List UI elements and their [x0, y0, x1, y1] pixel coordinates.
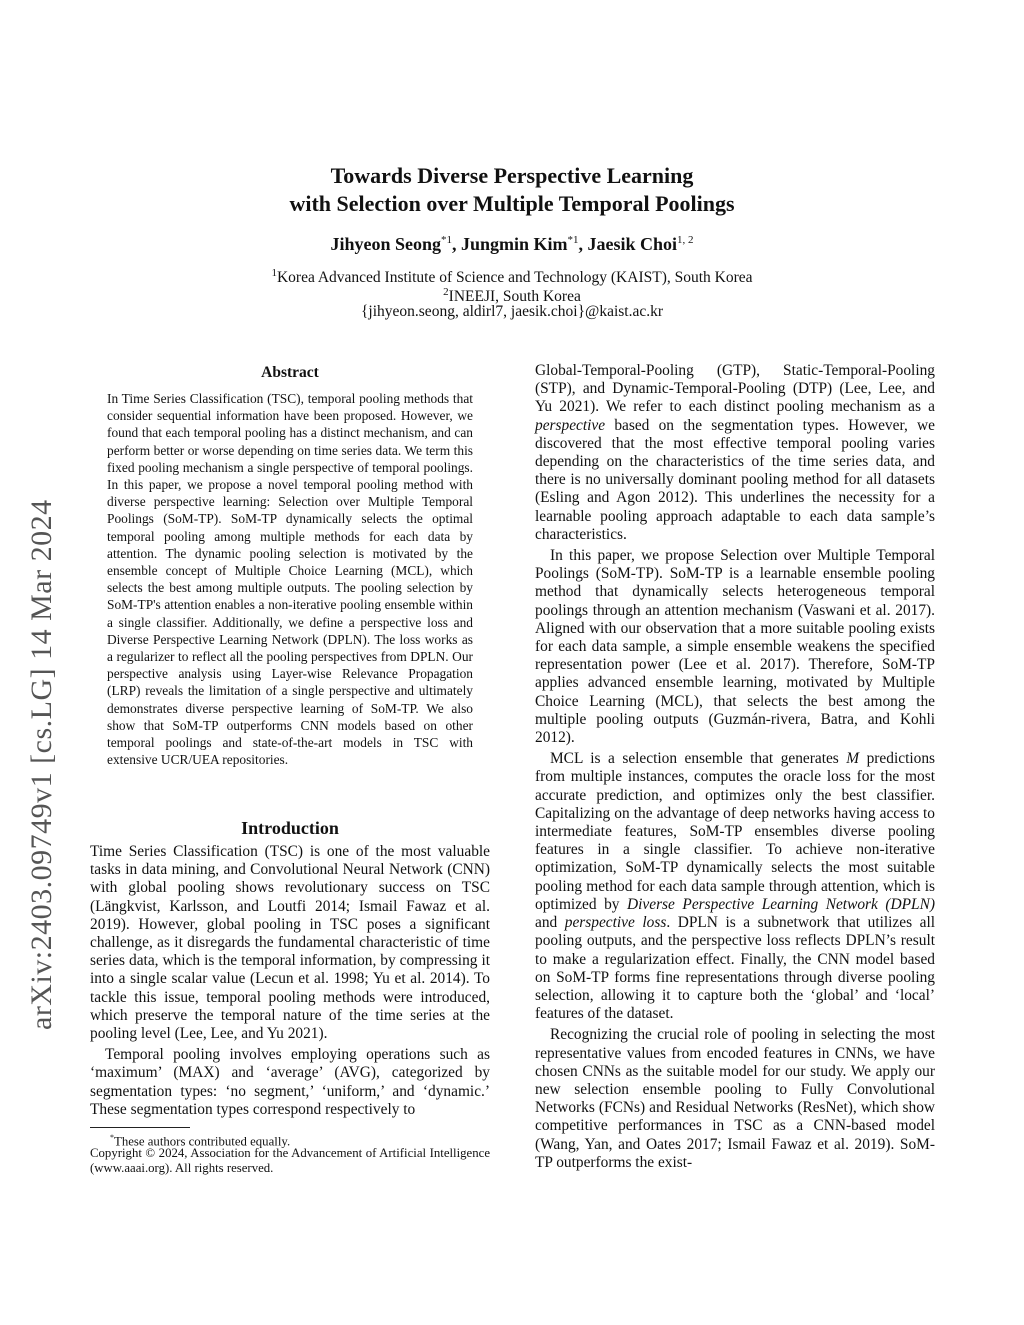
right-p3-emphasis-1: Diverse Perspective Learning Network (DPLN) — [627, 895, 935, 913]
title-line-1: Towards Diverse Perspective Learning — [330, 163, 694, 188]
right-p3-text-a: MCL is a selection ensemble that generates — [550, 750, 847, 768]
right-paragraph-3 — [535, 750, 935, 1023]
paper-title — [0, 162, 1024, 218]
author-emails: {jihyeon.seong, aldirl7, jaesik.choi}@kaist.ac.kr — [360, 303, 664, 320]
footnote-text: These authors contributed equally. — [114, 1134, 291, 1149]
intro-paragraph-1: Time Series Classification (TSC) is one of the most valuable tasks in data mining, and Convolutional Neural Network (CNN) with global pooling shows revolutionary success on TSC (Längkvist, Karlsson, and Loutfi 2014; Ismail Fawaz et al. 2019). However, global pooling in TSC poses a significant challenge, as it disregards the fundamental characteristic of time series data, which is the temporal information, by compressing it into a single scalar value (Lecun et al. 1998; Yu et al. 2014). To tackle this issue, temporal pooling methods were introduced, which preserve the temporal nature of the time series at the pooling level (Lee, Lee, and Yu 2021). — [90, 843, 490, 1043]
right-p3-math-m: M — [846, 750, 860, 768]
introduction-heading: Introduction — [241, 818, 339, 838]
author-3-mark: 1, 2 — [677, 234, 694, 246]
copyright-notice: Copyright © 2024, Association for the Advancement of Artificial Intelligence (www.aaai.org). All rights reserved. — [90, 1146, 490, 1175]
right-paragraph-1 — [535, 362, 935, 544]
title-line-2: with Selection over Multiple Temporal Poolings — [289, 191, 735, 216]
author-sep: , — [451, 234, 461, 254]
right-p3-text-d: . DPLN is a subnetwork that utilizes all pooling outputs, and the perspective loss reflects DPLN’s result to make a regularization effect. Finally, the CNN model based on SoM-TP forms fine representations through diverse pooling selection, allowing it to capture both the ‘global’ and ‘local’ features of the dataset. — [535, 914, 935, 1023]
abstract-text: In Time Series Classification (TSC), temporal pooling methods that consider sequential information have been proposed. However, we found that each temporal pooling has a distinct mechanism, and can perform better or worse depending on time series data. We term this fixed pooling mechanism a single perspective of temporal poolings. In this paper, we propose a novel temporal pooling method with diverse perspective learning: Selection over Multiple Temporal Poolings (SoM-TP). SoM-TP dynamically selects the optimal temporal pooling among multiple methods for each data by attention. The dynamic pooling selection is motivated by the ensemble concept of Multiple Choice Learning (MCL), which selects the best among multiple outputs. The pooling selection by SoM-TP's attention enables a non-iterative pooling ensemble within a single classifier. Additionally, we define a perspective loss and Diverse Perspective Learning Network (DPLN). The loss works as a regularizer to reflect all the pooling perspectives from DPLN. Our perspective analysis using Layer-wise Relevance Propagation (LRP) reveals the limitation of a single perspective and ultimately demonstrates diverse perspective learning of SoM-TP. We also show that SoM-TP outperforms CNN models based on other temporal poolings and state-of-the-art models in TSC with extensive UCR/UEA repositories. — [107, 391, 473, 768]
left-column — [90, 843, 490, 1119]
author-1-mark: *1 — [440, 234, 452, 246]
right-p3-text-c: and — [535, 914, 565, 932]
right-paragraph-2: In this paper, we propose Selection over Multiple Temporal Poolings (SoM-TP). SoM-TP is a learnable ensemble pooling method that dynamically selects heterogeneous temporal poolings through an attention mechanism (Vaswani et al. 2017). Aligned with our observation that a more suitable pooling exists for each data sample, a simple ensemble weakens the specified representation power (Lee et al. 2017). Therefore, SoM-TP applies advanced ensemble learning, motivated by Multiple Choice Learning (MCL), that selects the best among the multiple pooling outputs (Guzmán-rivera, Batra, and Kohli 2012). — [535, 547, 935, 747]
right-p3-text-b: predictions from multiple instances, computes the oracle loss for the most accurate prediction, and optimizes only the best classifier. Capitalizing on the advantage of deep networks having access to intermediate features, SoM-TP ensembles diverse pooling features in a single classifier. To achieve non-iterative optimization, SoM-TP dynamically selects the most suitable pooling method for each data sample through attention, which is optimized by — [535, 750, 935, 913]
author-3: Jaesik Choi — [587, 234, 678, 254]
right-p3-emphasis-2: perspective loss — [564, 914, 667, 932]
footnote-mark: * — [110, 1133, 114, 1142]
right-p1-emphasis: perspective — [535, 416, 606, 434]
footnote-rule — [90, 1127, 190, 1128]
intro-paragraph-2: Temporal pooling involves employing operations such as ‘maximum’ (MAX) and ‘average’ (AVG), categorized by segmentation types: ‘no segment,’ ‘uniform,’ and ‘dynamic.’ These segmentation types correspond respectively to — [90, 1046, 490, 1118]
affiliation-1-mark: 1 — [271, 267, 277, 279]
right-column — [535, 362, 935, 1172]
right-paragraph-4: Recognizing the crucial role of pooling in selecting the most representative values from encoded features in CNNs, we have chosen CNNs as the suitable model for our study. We apply our new selection ensemble pooling to Fully Convolutional Networks (FCNs) and Residual Networks (ResNet), which show competitive performances in TSC as a CNN-based model (Wang, Yan, and Oates 2017; Ismail Fawaz et al. 2019). SoM-TP outperforms the exist- — [535, 1026, 935, 1171]
author-2: Jungmin Kim — [460, 234, 568, 254]
author-2-mark: *1 — [567, 234, 579, 246]
affiliation-1-text: Korea Advanced Institute of Science and Technology (KAIST), South Korea — [276, 269, 753, 287]
right-p1-text-b: based on the segmentation types. However, we discovered that the most effective temporal pooling varies depending on the characteristics of the time series data, and there is no universally dominant pooling method for all datasets (Esling and Agon 2012). This underlines the necessity for a learnable pooling approach adaptable to each data sample’s characteristics. — [535, 416, 935, 543]
affiliation-2-mark: 2 — [443, 286, 449, 298]
author-sep: , — [578, 234, 588, 254]
affiliation-2-text: INEEJI, South Korea — [448, 288, 581, 306]
right-p1-text-a: Global-Temporal-Pooling (GTP), Static-Temporal-Pooling (STP), and Dynamic-Temporal-Pooling (DTP) (Lee, Lee, and Yu 2021). We refer to each distinct pooling mechanism as a — [535, 362, 935, 416]
arxiv-identifier: arXiv:2403.09749v1 [cs.LG] 14 Mar 2024 — [25, 499, 58, 1030]
author-list — [0, 234, 1024, 255]
abstract-heading: Abstract — [261, 364, 319, 381]
author-1: Jihyeon Seong — [330, 234, 441, 254]
